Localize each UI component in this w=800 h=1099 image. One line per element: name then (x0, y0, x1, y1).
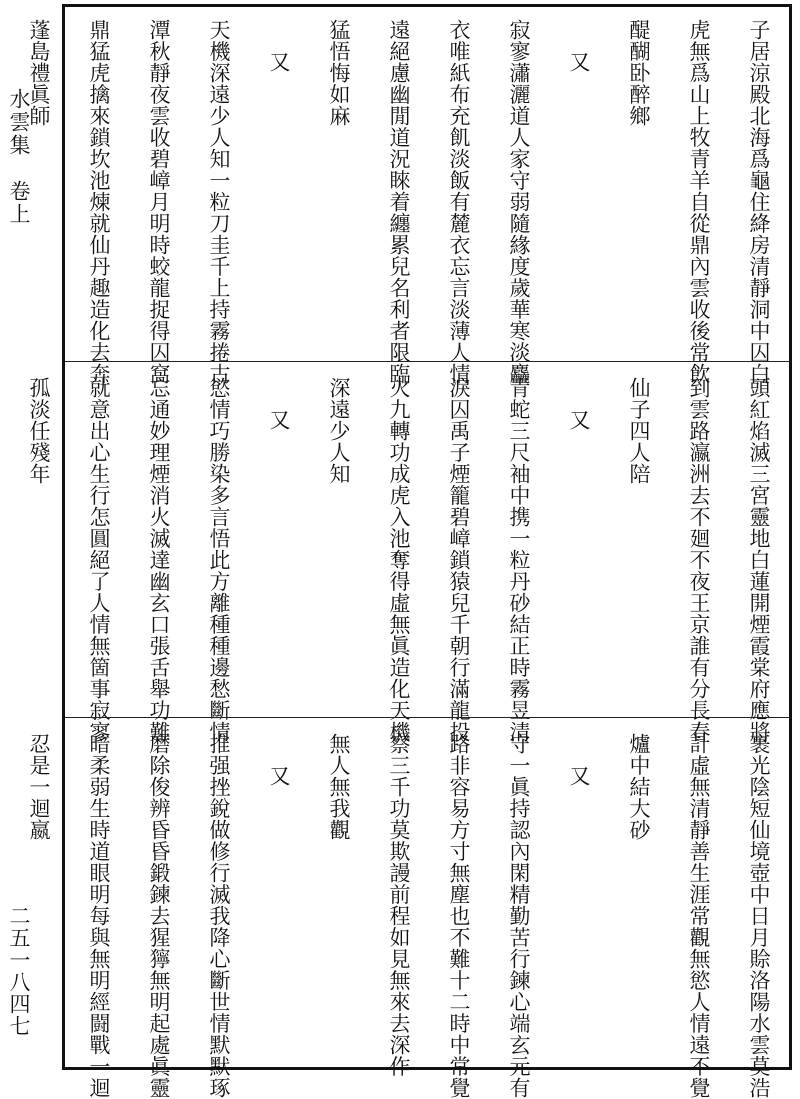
poem-title (0, 365, 9, 715)
text-column: 就意出心生行怎圓絕了人情無箇事寂寥 (87, 377, 111, 743)
text-column: 鼎猛虎擒來鎖坎池煉就仙丹趣造化去奔 (87, 19, 111, 385)
poem-title: 又 (267, 409, 291, 431)
poem-title: 又 (267, 765, 291, 787)
text-column: 磨除俊辨昏昏鍛鍊去猩獰無明起處眞靈 (147, 733, 171, 1099)
text-column: 淚囚禹子煙籠碧嶂鎖猿兒千朝行滿龍投 (447, 377, 471, 743)
text-column: 孤淡任殘年 (27, 377, 51, 485)
text-column: 推强挫銳做修行滅我降心斷世情默默琢 (207, 733, 231, 1099)
text-column: 守一眞持認內閑精勤苦行鍊心端玄元有 (507, 733, 531, 1099)
text-column: 天機深遠少人知一粒刀圭千上持霧捲古 (207, 19, 231, 385)
text-column: 頭紅焰滅三宮靈地白蓮開煙霞棠府應將 (747, 377, 771, 743)
text-column: 潭秋靜夜雲收碧嶂月明時蛟龍捉得囚窩 (147, 19, 171, 385)
text-column: 青蛇三尺袖中携一粒丹砂結正時霧昱清 (507, 377, 531, 743)
text-column: 蓬島禮眞師 (27, 19, 51, 127)
text-column: 計虛無清靜善生涯常觀無慾人情遠不覺 (687, 733, 711, 1099)
text-column: 寂寥瀟灑道人家守弱隨緣度歲華寒淡麤 (507, 19, 531, 385)
poem-title (0, 7, 9, 357)
register-top (27, 7, 789, 385)
poem-title: 又 (567, 409, 591, 431)
register-divider (65, 361, 789, 362)
text-column: 深遠少人知 (327, 377, 351, 485)
poem-title: 又 (267, 51, 291, 73)
poem-title: 又 (567, 51, 591, 73)
register-divider (65, 717, 789, 718)
text-column: 仙子四人陪 (627, 377, 651, 485)
poem-title (0, 721, 9, 1071)
text-column: 遠絕慮幽閒道況睞着纏累兒名利者限臨 (387, 19, 411, 385)
text-column: 暗柔弱生時道眼明每與無明經闘戰一迴 (87, 733, 111, 1099)
text-column: 衣唯紙布充飢淡飯有麓衣忘言淡薄人情 (447, 19, 471, 385)
poem-title: 又 (567, 765, 591, 787)
text-column: 路非容易方寸無塵也不難十二時中常覺 (447, 733, 471, 1099)
margin-page-number: 二五一八四七 (7, 905, 31, 1037)
page-frame (27, 4, 792, 1099)
margin-title: 水雲集 卷上 (7, 88, 31, 226)
text-column: 慾情巧勝染多言悟此方離種種邊愁斷情 (207, 377, 231, 743)
text-column: 忘通妙理煙消火滅達幽玄口張舌舉功難 (147, 377, 171, 743)
text-column: 猛悟悔如麻 (327, 19, 351, 127)
text-column: 爐中結大砂 (627, 733, 651, 841)
register-bottom (27, 721, 789, 1099)
register-middle (27, 365, 789, 743)
text-column: 醍醐卧醉鄉 (627, 19, 651, 127)
text-column: 到雲路瀛洲去不廻不夜王京誰有分長春 (687, 377, 711, 743)
text-column: 子居涼殿北海爲龜住絳房清靜洞中囚白 (747, 19, 771, 385)
text-column: 裹光陰短仙境壺中日月賒洛陽水雲莫浩 (747, 733, 771, 1099)
text-column: 虎無爲山上牧青羊自從鼎內雲收後常飲 (687, 19, 711, 385)
text-column: 火九轉功成虎入池奪得虛無眞造化天機 (387, 377, 411, 743)
text-column: 忍是一迴嬴 (27, 733, 51, 841)
text-column: 無人無我觀 (327, 733, 351, 841)
text-column: 察三千功莫欺謾前程如見無來去深作 (387, 733, 411, 1077)
